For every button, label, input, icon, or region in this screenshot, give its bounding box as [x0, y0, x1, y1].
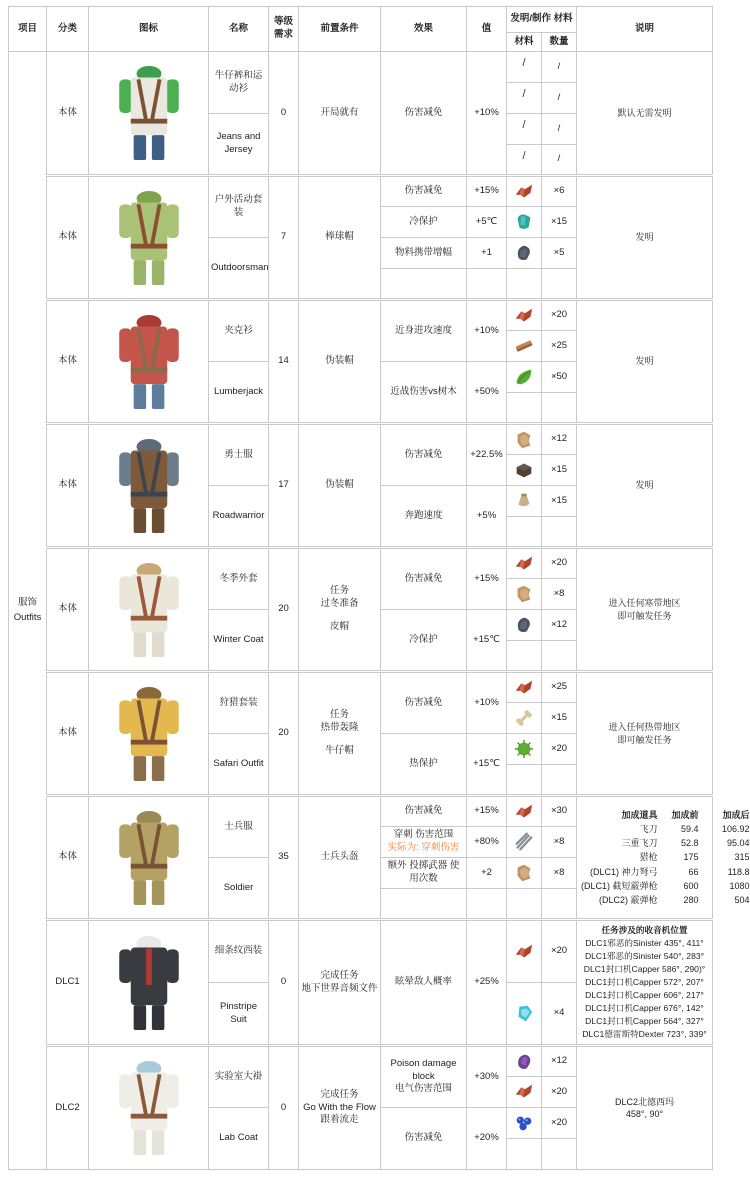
- bonus-table-cell: 600: [683, 880, 699, 891]
- bonus-table-cell: 280: [683, 894, 699, 905]
- quantity-cell: [542, 393, 577, 424]
- name-cn: 士兵服: [209, 796, 269, 858]
- material-icon: [513, 305, 535, 327]
- header-craft: 发明/制作 材料: [507, 7, 577, 33]
- effect-cell: [381, 734, 467, 796]
- bonus-table-cell: 三重飞刀: [621, 838, 658, 849]
- material-icon: [513, 429, 535, 451]
- effect-cell: [381, 300, 467, 362]
- effect-line: 伤害减免: [404, 1132, 443, 1144]
- category-cell: 本体: [47, 672, 89, 796]
- notes-line: 发明: [635, 480, 654, 491]
- bonus-table-cell: 315: [734, 852, 750, 863]
- material-cell: [507, 269, 542, 300]
- bonus-table-cell: 175: [683, 852, 699, 863]
- name-cn: 实验室大褂: [209, 1046, 269, 1108]
- quantity-cell: ×15: [542, 207, 577, 238]
- effect-cell: [381, 610, 467, 672]
- bonus-table-cell: 1080: [729, 880, 750, 891]
- header-material: 材料: [507, 33, 542, 52]
- notes-line: DLC1封口机Capper 572°, 207°: [585, 977, 704, 988]
- outfit-icon-lab-coat: [89, 1046, 209, 1170]
- notes-line: DLC1封口机Capper 586°, 290)°: [583, 964, 706, 975]
- notes-line: DLC1邪恶的Sinister 540°, 283°: [584, 951, 705, 962]
- material-cell: [507, 114, 542, 145]
- value-cell: +15℃: [467, 610, 507, 672]
- outfits-table: [8, 6, 750, 1170]
- prereq-cell: [299, 920, 381, 1046]
- level-cell: 20: [269, 672, 299, 796]
- effect-line: 穿刺 伤害范围: [393, 829, 454, 841]
- bonus-table: [579, 809, 750, 906]
- prereq-cell: [299, 796, 381, 920]
- effect-cell: [381, 486, 467, 548]
- effect-cell: [381, 548, 467, 610]
- material-cell: [507, 796, 542, 827]
- notes-line: 发明: [635, 232, 654, 243]
- header-item: 项目: [9, 7, 47, 52]
- name-en: Outdoorsman: [209, 238, 269, 300]
- quantity-cell: ×20: [542, 548, 577, 579]
- quantity-cell: ×15: [542, 455, 577, 486]
- value-cell: +80%: [467, 827, 507, 858]
- value-cell: +1: [467, 238, 507, 269]
- effect-cell: [381, 920, 467, 1046]
- material-cell: [507, 610, 542, 641]
- material-cell: [507, 207, 542, 238]
- material-cell: [507, 1077, 542, 1108]
- effect-line: 伤害减免: [404, 696, 443, 708]
- material-icon: /: [522, 149, 526, 162]
- effect-line: 眩晕敌人概率: [394, 976, 452, 988]
- value-cell: +10%: [467, 52, 507, 176]
- header-prereq: 前置条件: [299, 7, 381, 52]
- value-cell-empty: [467, 269, 507, 300]
- level-cell: 14: [269, 300, 299, 424]
- name-cn: 冬季外套: [209, 548, 269, 610]
- quantity-cell: ×15: [542, 703, 577, 734]
- material-cell: [507, 393, 542, 424]
- quantity-cell: ×25: [542, 672, 577, 703]
- value-cell: +2: [467, 858, 507, 889]
- effect-line: 伤害减免: [404, 572, 443, 584]
- effect-line: 伤害减免: [404, 805, 443, 817]
- prereq-cell: [299, 424, 381, 548]
- prereq-line: 牛仔帽: [325, 745, 354, 757]
- material-cell: [507, 1108, 542, 1139]
- quantity-cell: ×8: [542, 579, 577, 610]
- value-cell: +5%: [467, 486, 507, 548]
- bonus-table-cell: (DLC1) 截短霰弹枪: [581, 880, 658, 891]
- name-en: Winter Coat: [209, 610, 269, 672]
- notes-line: DLC1封口机Capper 676°, 142°: [585, 1002, 704, 1013]
- effect-line: 冷保护: [409, 633, 438, 645]
- notes-line: 进入任何热带地区: [608, 722, 681, 733]
- notes-line: DLC1封口机Capper 564°, 327°: [585, 1015, 704, 1026]
- bonus-table-cell: (DLC2) 霰弹枪: [599, 894, 658, 905]
- value-cell: +20%: [467, 1108, 507, 1170]
- quantity-cell: [542, 269, 577, 300]
- notes-cell: [577, 548, 713, 672]
- notes-line: 即可触发任务: [617, 610, 672, 621]
- material-icon: [513, 1051, 535, 1073]
- material-icon: [513, 1081, 535, 1103]
- value-cell: +30%: [467, 1046, 507, 1108]
- prereq-line: 完成任务: [320, 1088, 359, 1100]
- quantity-cell: ×20: [542, 734, 577, 765]
- quantity-cell: ×8: [542, 827, 577, 858]
- prereq-line: 完成任务: [320, 969, 359, 981]
- material-icon: [513, 366, 535, 388]
- quantity-cell: /: [542, 52, 577, 83]
- category-cell: 本体: [47, 300, 89, 424]
- header-quantity: 数量: [542, 33, 577, 52]
- notes-line: DLC1邪恶的Sinister 435°, 411°: [585, 938, 704, 949]
- notes-cell: [577, 796, 750, 920]
- notes-cell: [577, 176, 713, 300]
- material-cell: [507, 1046, 542, 1077]
- outfit-icon-pinstripe-suit: [89, 920, 209, 1046]
- effect-cell: [381, 176, 467, 207]
- value-cell: +15%: [467, 796, 507, 827]
- value-cell: +15%: [467, 548, 507, 610]
- notes-line: DLC2北德西玛: [614, 1096, 674, 1107]
- effect-line: 伤害减免: [404, 185, 443, 197]
- bonus-table-cell: 118.8: [727, 866, 750, 877]
- quantity-cell: [542, 517, 577, 548]
- material-icon: [513, 211, 535, 233]
- material-icon: [513, 941, 535, 963]
- material-icon: [513, 1112, 535, 1134]
- effect-cell: [381, 1108, 467, 1170]
- name-en: Jeans and Jersey: [209, 114, 269, 176]
- name-cn: 牛仔裤和运动衫: [209, 52, 269, 114]
- value-cell: +22.5%: [467, 424, 507, 486]
- level-cell: 20: [269, 548, 299, 672]
- prereq-line: 伪装帽: [325, 355, 354, 367]
- notes-title: 任务涉及的收音机位置: [601, 925, 688, 936]
- material-cell: [507, 703, 542, 734]
- material-icon: [513, 242, 535, 264]
- effect-cell: [381, 1046, 467, 1108]
- quantity-cell: ×30: [542, 796, 577, 827]
- material-cell: [507, 145, 542, 176]
- prereq-cell: [299, 176, 381, 300]
- effect-line: Poison damage block: [390, 1057, 457, 1082]
- category-cell: DLC2: [47, 1046, 89, 1170]
- prereq-line: 棒球帽: [325, 231, 354, 243]
- header-value: 值: [467, 7, 507, 52]
- category-cell: 本体: [47, 176, 89, 300]
- material-icon: [513, 738, 535, 760]
- quantity-cell: ×20: [542, 1077, 577, 1108]
- material-cell: [507, 83, 542, 114]
- bonus-table-cell: 52.8: [680, 838, 699, 849]
- material-cell: [507, 300, 542, 331]
- effect-cell: [381, 827, 467, 858]
- prereq-cell: [299, 300, 381, 424]
- level-cell: 0: [269, 1046, 299, 1170]
- name-cn: 狩猎套装: [209, 672, 269, 734]
- outfit-icon-jeans-and-jersey: [89, 52, 209, 176]
- value-cell: +10%: [467, 672, 507, 734]
- value-cell: +15%: [467, 176, 507, 207]
- name-en: Safari Outfit: [209, 734, 269, 796]
- prereq-line: 开局就有: [320, 106, 359, 118]
- outfit-icon-outdoorsman: [89, 176, 209, 300]
- material-cell: [507, 920, 542, 983]
- material-icon: [513, 459, 535, 481]
- prereq-line: 任务: [329, 708, 349, 720]
- category-cell: 本体: [47, 796, 89, 920]
- effect-cell-empty: [381, 889, 467, 920]
- quantity-cell: /: [542, 145, 577, 176]
- value-cell: +15℃: [467, 734, 507, 796]
- notes-line: DLC1德雷斯特Dexter 723°, 339°: [582, 1028, 707, 1039]
- quantity-cell: [542, 641, 577, 672]
- bonus-table-cell: 95.04: [726, 838, 750, 849]
- quantity-cell: ×12: [542, 1046, 577, 1077]
- header-level-line2: 需求: [273, 29, 293, 40]
- value-cell: +5℃: [467, 207, 507, 238]
- category-cell: 本体: [47, 548, 89, 672]
- prereq-line: 士兵头盔: [320, 851, 359, 863]
- bonus-table-header: 加成后: [722, 810, 750, 820]
- notes-line: 458°, 90°: [625, 1109, 664, 1119]
- material-cell: [507, 1139, 542, 1170]
- material-icon: [513, 553, 535, 575]
- quantity-cell: /: [542, 114, 577, 145]
- effect-line: 热保护: [409, 757, 438, 769]
- header-effect: 效果: [381, 7, 467, 52]
- prereq-line: 地下世界音频文件: [301, 982, 378, 994]
- prereq-line: 热带轰隆: [320, 721, 359, 733]
- material-icon: /: [522, 88, 526, 100]
- prereq-line: 跟着流走: [320, 1114, 359, 1126]
- material-cell: [507, 765, 542, 796]
- bonus-table-header: 加成道具: [621, 810, 658, 820]
- outfit-icon-winter-coat: [89, 548, 209, 672]
- effect-cell: [381, 207, 467, 238]
- quantity-cell: ×20: [542, 920, 577, 983]
- header-level: [269, 7, 299, 52]
- effect-cell: [381, 362, 467, 424]
- outfit-icon-lumberjack: [89, 300, 209, 424]
- material-cell: [507, 455, 542, 486]
- bonus-table-cell: 504: [734, 894, 750, 905]
- effect-cell: [381, 238, 467, 269]
- item-group-en: Outfits: [13, 611, 42, 623]
- notes-cell: [577, 300, 713, 424]
- material-cell: [507, 424, 542, 455]
- quantity-cell: ×15: [542, 486, 577, 517]
- material-icon: [513, 490, 535, 512]
- effect-cell: [381, 796, 467, 827]
- material-icon: [513, 181, 535, 203]
- prereq-cell: [299, 1046, 381, 1170]
- quantity-cell: ×50: [542, 362, 577, 393]
- notes-cell: [577, 920, 713, 1046]
- effect-line: 伤害减免: [404, 106, 443, 118]
- notes-line: 发明: [635, 356, 654, 367]
- material-cell: [507, 641, 542, 672]
- prereq-cell: [299, 52, 381, 176]
- header-name: 名称: [209, 7, 269, 52]
- quantity-cell: ×4: [542, 983, 577, 1046]
- value-cell: +50%: [467, 362, 507, 424]
- quantity-cell: ×5: [542, 238, 577, 269]
- name-en: Roadwarrior: [209, 486, 269, 548]
- prereq-cell: [299, 548, 381, 672]
- effect-line: 奔跑速度: [404, 509, 443, 521]
- header-category: 分类: [47, 7, 89, 52]
- quantity-cell: ×6: [542, 176, 577, 207]
- effect-line: 物料携带增幅: [394, 246, 452, 258]
- bonus-table-cell: 59.4: [680, 824, 699, 835]
- prereq-line: 伪装帽: [325, 479, 354, 491]
- material-cell: [507, 889, 542, 920]
- prereq-line: 皮帽: [329, 621, 349, 633]
- notes-cell: [577, 672, 713, 796]
- value-cell: +25%: [467, 920, 507, 1046]
- material-cell: [507, 734, 542, 765]
- notes-cell: [577, 1046, 713, 1170]
- effect-line: 冷保护: [409, 215, 438, 227]
- outfit-icon-roadwarrior: [89, 424, 209, 548]
- value-cell: +10%: [467, 300, 507, 362]
- material-icon: [513, 862, 535, 884]
- material-icon: [513, 677, 535, 699]
- notes-line: 默认无需发明: [617, 107, 672, 118]
- quantity-cell: /: [542, 83, 577, 114]
- bonus-table-cell: 猎枪: [639, 852, 658, 863]
- prereq-line: 任务: [329, 584, 349, 596]
- quantity-cell: [542, 889, 577, 920]
- bonus-table-cell: (DLC1) 神力弩弓: [590, 866, 658, 877]
- effect-cell: [381, 52, 467, 176]
- prereq-cell: [299, 672, 381, 796]
- material-icon: [513, 707, 535, 729]
- material-icon: /: [522, 119, 526, 131]
- material-icon: [513, 583, 535, 605]
- level-cell: 0: [269, 920, 299, 1046]
- bonus-table-header: 加成前: [671, 810, 699, 820]
- material-cell: [507, 672, 542, 703]
- material-icon: [513, 801, 535, 823]
- effect-line: 伤害减免: [404, 448, 443, 460]
- level-cell: 35: [269, 796, 299, 920]
- material-cell: [507, 331, 542, 362]
- name-cn: 户外活动套装: [209, 176, 269, 238]
- material-cell: [507, 238, 542, 269]
- name-en: Soldier: [209, 858, 269, 920]
- header-icon: 图标: [89, 7, 209, 52]
- bonus-table-cell: 飞刀: [639, 824, 658, 835]
- material-cell: [507, 579, 542, 610]
- quantity-cell: [542, 765, 577, 796]
- notes-line: DLC1封口机Capper 606°, 217°: [585, 989, 704, 1000]
- name-en: Lab Coat: [209, 1108, 269, 1170]
- bonus-table-cell: 66: [688, 866, 699, 877]
- effect-line: 近身进攻速度: [394, 324, 452, 336]
- notes-line: 即可触发任务: [617, 734, 672, 745]
- outfit-icon-safari-outfit: [89, 672, 209, 796]
- category-cell: 本体: [47, 52, 89, 176]
- material-cell: [507, 176, 542, 207]
- level-cell: 0: [269, 52, 299, 176]
- effect-line: 近战伤害vs树木: [390, 385, 457, 397]
- header-notes: 说明: [577, 7, 713, 52]
- quantity-cell: ×8: [542, 858, 577, 889]
- prereq-line: Go With the Flow: [303, 1101, 376, 1113]
- notes-cell: [577, 424, 713, 548]
- material-cell: [507, 548, 542, 579]
- material-icon: [513, 335, 535, 357]
- quantity-cell: [542, 1139, 577, 1170]
- name-cn: 细条纹西装: [209, 920, 269, 983]
- level-cell: 7: [269, 176, 299, 300]
- name-en: Pinstripe Suit: [209, 983, 269, 1046]
- value-cell-empty: [467, 889, 507, 920]
- material-cell: [507, 858, 542, 889]
- effect-line: 电气伤害范围: [394, 1083, 452, 1095]
- material-cell: [507, 517, 542, 548]
- material-icon: [513, 831, 535, 853]
- material-cell: [507, 362, 542, 393]
- item-group-outfits: [9, 52, 47, 1170]
- category-cell: DLC1: [47, 920, 89, 1046]
- item-group-cn: 服饰: [17, 597, 37, 609]
- material-icon: [513, 614, 535, 636]
- quantity-cell: ×12: [542, 424, 577, 455]
- effect-cell: [381, 424, 467, 486]
- effect-cell: [381, 672, 467, 734]
- effect-line: 额外 投掷武器 使用次数: [387, 860, 460, 884]
- header-level-line1: 等级: [273, 16, 293, 28]
- quantity-cell: ×25: [542, 331, 577, 362]
- material-cell: [507, 983, 542, 1046]
- material-cell: [507, 486, 542, 517]
- effect-warn-line: 实际为: 穿刺伤害: [387, 842, 460, 853]
- name-cn: 勇士服: [209, 424, 269, 486]
- name-cn: 夹克衫: [209, 300, 269, 362]
- quantity-cell: ×20: [542, 300, 577, 331]
- material-cell: [507, 827, 542, 858]
- outfit-icon-soldier: [89, 796, 209, 920]
- material-cell: [507, 52, 542, 83]
- quantity-cell: ×12: [542, 610, 577, 641]
- bonus-table-cell: 106.92: [721, 824, 750, 835]
- material-icon: /: [522, 57, 526, 69]
- effect-cell-empty: [381, 269, 467, 300]
- quantity-cell: ×20: [542, 1108, 577, 1139]
- notes-line: 进入任何寒带地区: [608, 598, 681, 609]
- effect-cell: [381, 858, 467, 889]
- level-cell: 17: [269, 424, 299, 548]
- material-icon: [513, 1003, 535, 1025]
- category-cell: 本体: [47, 424, 89, 548]
- prereq-line: 过冬准备: [320, 597, 359, 609]
- name-en: Lumberjack: [209, 362, 269, 424]
- notes-cell: [577, 52, 713, 176]
